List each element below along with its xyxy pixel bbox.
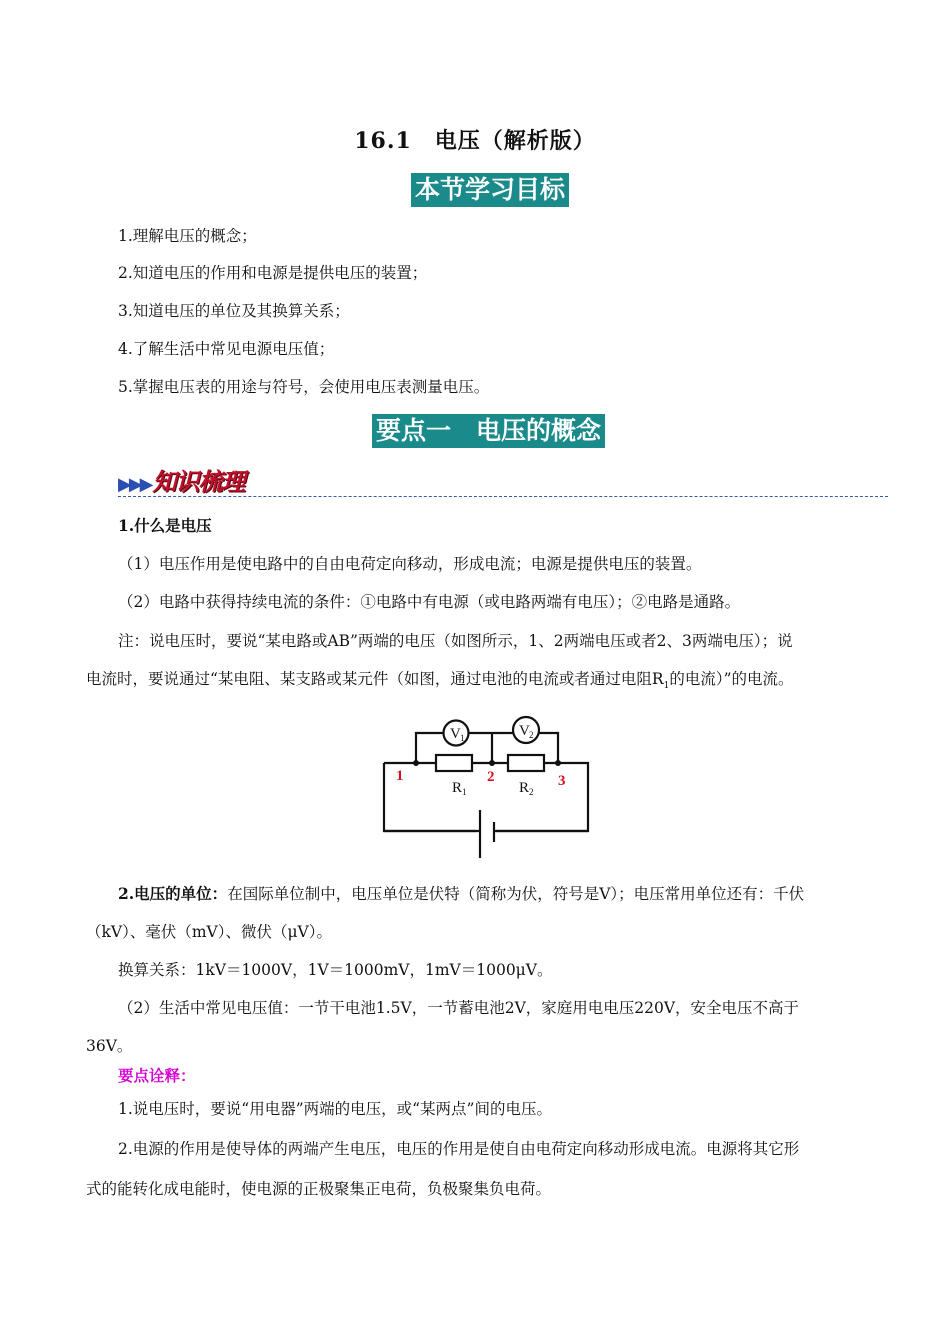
svg-text:1: 1: [460, 733, 465, 743]
junction-dot: [413, 760, 419, 766]
page-title: 16.1 电压（解析版）: [354, 128, 596, 154]
triple-arrow-icon: ▶▶▶: [118, 474, 151, 495]
node-label-1: 1: [396, 768, 404, 784]
units-paragraph-line: （kV）、毫伏（mV）、微伏（μV）。: [86, 923, 332, 941]
units-paragraph-line: 2.电压的单位：在国际单位制中，电压单位是伏特（简称为伏，符号是V）；电压常用单位还有：千伏: [118, 884, 805, 903]
paragraph: （2）电路中获得持续电流的条件：①电路中有电源（或电路两端有电压）；②电路是通路。: [118, 593, 741, 611]
resistor-r1: [436, 755, 472, 771]
resistor-r2: [508, 755, 544, 771]
v2-label: V: [519, 723, 530, 739]
goal-item: 1.理解电压的概念；: [118, 227, 257, 245]
section-banner-goals: 本节学习目标: [411, 173, 569, 207]
node-label-3: 3: [558, 773, 566, 789]
section-divider: [118, 496, 888, 497]
key-point: 2.电源的作用是使导体的两端产生电压，电压的作用是使自由电荷定向移动形成电流。电源将其它形: [118, 1140, 800, 1158]
goal-item: 5.掌握电压表的用途与符号，会使用电压表测量电压。: [118, 378, 490, 396]
goal-item: 2.知道电压的作用和电源是提供电压的装置；: [118, 264, 428, 282]
v1-label: V: [450, 726, 461, 742]
common-values-line: （2）生活中常见电压值：一节干电池1.5V，一节蓄电池2V，家庭用电电压220V，安全电压不高于: [118, 999, 800, 1017]
knowledge-label-text: 知识梳理: [152, 467, 245, 496]
svg-text:1: 1: [462, 787, 467, 797]
r2-label: R: [519, 780, 530, 796]
section-banner-keypoint-one: 要点一 电压的概念: [372, 414, 605, 448]
r1-label: R: [452, 780, 463, 796]
conversion-line: 换算关系：1kV＝1000V，1V＝1000mV，1mV＝1000μV。: [118, 961, 553, 979]
note-line: 电流时，要说通过“某电阻、某支路或某元件（如图，通过电池的电流或者通过电阻$R_1$的电流）”的电流。: [86, 670, 794, 692]
subheading-what-is-voltage: 1.什么是电压: [118, 516, 212, 535]
common-values-line: 36V。: [86, 1037, 133, 1055]
key-point: 式的能转化成电能时，使电源的正极聚集正电荷，负极聚集负电荷。: [86, 1180, 552, 1198]
goal-item: 4.了解生活中常见电源电压值；: [118, 340, 335, 358]
key-points-heading: 要点诠释：: [118, 1066, 196, 1085]
svg-text:2: 2: [529, 730, 534, 740]
junction-dot: [555, 760, 561, 766]
note-line: 注：说电压时，要说“某电路或AB”两端的电压（如图所示，1、2两端电压或者2、3两端电压）；说: [118, 632, 793, 650]
goal-item: 3.知道电压的单位及其换算关系；: [118, 302, 350, 320]
circuit-diagram: [376, 708, 598, 860]
junction-dot: [489, 760, 495, 766]
knowledge-label: [118, 462, 245, 497]
key-point: 1.说电压时，要说“用电器”两端的电压，或“某两点”间的电压。: [118, 1100, 552, 1118]
svg-text:2: 2: [529, 787, 534, 797]
node-label-2: 2: [487, 769, 495, 785]
paragraph: （1）电压作用是使电路中的自由电荷定向移动，形成电流；电源是提供电压的装置。: [118, 555, 702, 573]
